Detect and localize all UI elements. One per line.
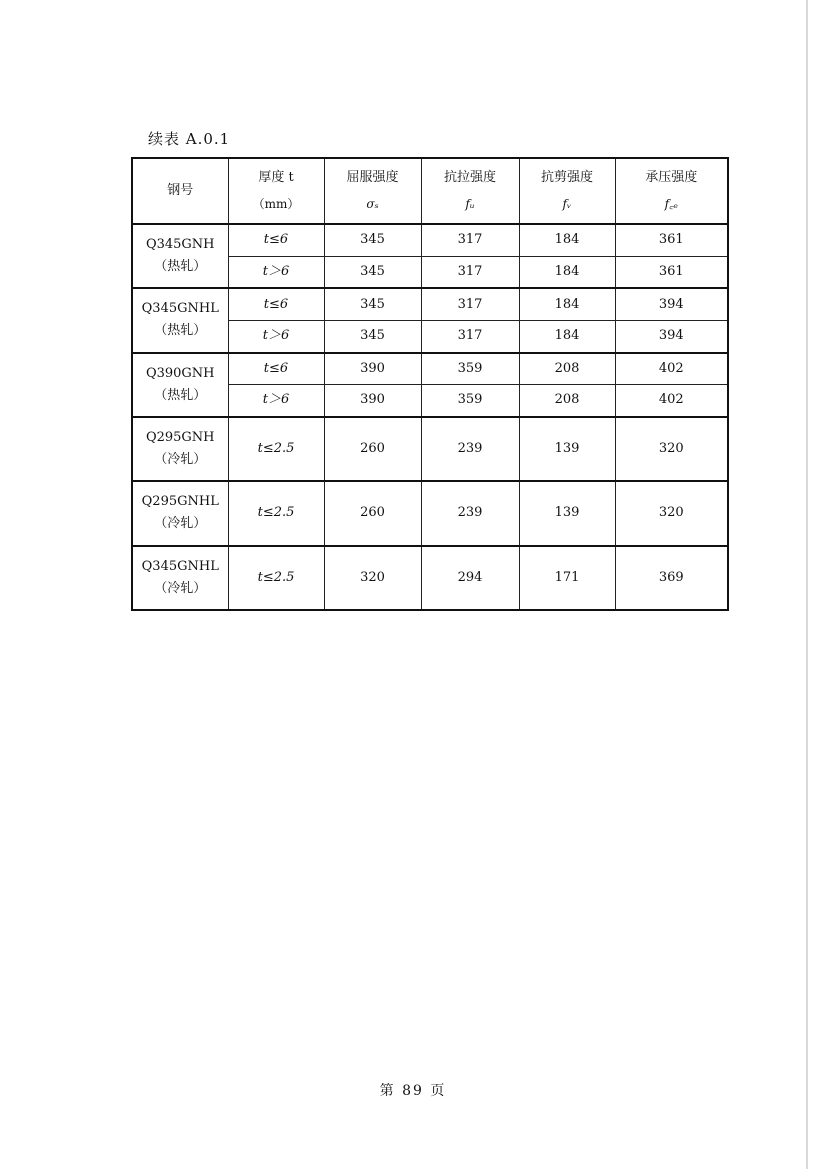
shear-cell: 184 bbox=[519, 288, 615, 320]
grade-process: （冷轧） bbox=[154, 452, 207, 468]
grade-cell bbox=[132, 546, 228, 610]
tensile-cell: 317 bbox=[421, 288, 519, 320]
tensile-cell: 317 bbox=[421, 320, 519, 352]
header-symbol: fᵤ bbox=[465, 196, 475, 211]
yield-cell: 345 bbox=[324, 288, 421, 320]
table-row bbox=[132, 546, 728, 610]
header-label: 承压强度 bbox=[645, 170, 698, 186]
tensile-cell: 359 bbox=[421, 353, 519, 385]
grade-process: （冷轧） bbox=[154, 516, 207, 532]
tensile-cell: 239 bbox=[421, 417, 519, 481]
table-row bbox=[132, 417, 728, 481]
thickness-cell: t≤2.5 bbox=[228, 481, 324, 545]
shear-cell: 139 bbox=[519, 481, 615, 545]
thickness-cell: t≤2.5 bbox=[228, 546, 324, 610]
table-row bbox=[132, 481, 728, 545]
thickness-cell: t≤6 bbox=[228, 353, 324, 385]
header-label: 厚度 t bbox=[258, 170, 294, 186]
table-row bbox=[132, 288, 728, 320]
table-row bbox=[132, 353, 728, 385]
grade-name: Q345GNHL bbox=[141, 301, 219, 317]
yield-cell: 345 bbox=[324, 224, 421, 256]
tensile-cell: 359 bbox=[421, 385, 519, 417]
grade-name: Q295GNH bbox=[145, 429, 215, 445]
grade-cell bbox=[132, 288, 228, 352]
header-unit: （mm） bbox=[252, 196, 300, 211]
bearing-cell: 320 bbox=[615, 481, 728, 545]
thickness-cell: t＞6 bbox=[228, 385, 324, 417]
bearing-cell: 394 bbox=[615, 288, 728, 320]
grade-cell bbox=[132, 224, 228, 288]
grade-name: Q345GNHL bbox=[141, 558, 219, 574]
thickness-cell: t＞6 bbox=[228, 256, 324, 288]
header-bearing bbox=[615, 158, 728, 224]
bearing-cell: 361 bbox=[615, 256, 728, 288]
thickness-cell: t≤6 bbox=[228, 224, 324, 256]
tensile-cell: 239 bbox=[421, 481, 519, 545]
header-tensile bbox=[421, 158, 519, 224]
yield-cell: 345 bbox=[324, 320, 421, 352]
page-number: 第 89 页 bbox=[379, 1083, 447, 1099]
grade-cell bbox=[132, 353, 228, 417]
header-symbol: σₛ bbox=[366, 196, 379, 211]
bearing-cell: 402 bbox=[615, 385, 728, 417]
shear-cell: 208 bbox=[519, 353, 615, 385]
grade-process: （热轧） bbox=[154, 259, 207, 275]
grade-process: （热轧） bbox=[154, 387, 207, 403]
yield-cell: 390 bbox=[324, 385, 421, 417]
shear-cell: 171 bbox=[519, 546, 615, 610]
header-symbol: fᵥ bbox=[562, 196, 572, 211]
thickness-cell: t≤6 bbox=[228, 288, 324, 320]
bearing-cell: 402 bbox=[615, 353, 728, 385]
steel-strength-table bbox=[131, 157, 729, 611]
tensile-cell: 294 bbox=[421, 546, 519, 610]
shear-cell: 184 bbox=[519, 256, 615, 288]
grade-name: Q345GNH bbox=[145, 236, 215, 252]
header-label: 钢号 bbox=[167, 182, 194, 198]
header-label: 抗拉强度 bbox=[443, 170, 496, 186]
yield-cell: 345 bbox=[324, 256, 421, 288]
bearing-cell: 394 bbox=[615, 320, 728, 352]
bearing-cell: 361 bbox=[615, 224, 728, 256]
yield-cell: 260 bbox=[324, 481, 421, 545]
tensile-cell: 317 bbox=[421, 256, 519, 288]
header-label: 屈服强度 bbox=[346, 170, 399, 186]
table-row bbox=[132, 224, 728, 256]
grade-process: （冷轧） bbox=[154, 580, 207, 596]
bearing-cell: 369 bbox=[615, 546, 728, 610]
header-yield bbox=[324, 158, 421, 224]
thickness-cell: t＞6 bbox=[228, 320, 324, 352]
thickness-cell: t≤2.5 bbox=[228, 417, 324, 481]
header-thickness bbox=[228, 158, 324, 224]
shear-cell: 184 bbox=[519, 224, 615, 256]
shear-cell: 208 bbox=[519, 385, 615, 417]
yield-cell: 260 bbox=[324, 417, 421, 481]
table-caption: 续表 A.0.1 bbox=[148, 130, 231, 148]
header-shear bbox=[519, 158, 615, 224]
grade-process: （热轧） bbox=[154, 323, 207, 339]
grade-cell bbox=[132, 481, 228, 545]
header-label: 抗剪强度 bbox=[540, 170, 593, 186]
tensile-cell: 317 bbox=[421, 224, 519, 256]
header-symbol: f꜀ₑ bbox=[664, 196, 678, 211]
bearing-cell: 320 bbox=[615, 417, 728, 481]
grade-cell bbox=[132, 417, 228, 481]
header-grade bbox=[132, 158, 228, 224]
grade-name: Q295GNHL bbox=[141, 494, 219, 510]
table-header-row bbox=[132, 158, 728, 224]
shear-cell: 139 bbox=[519, 417, 615, 481]
grade-name: Q390GNH bbox=[145, 365, 215, 381]
yield-cell: 390 bbox=[324, 353, 421, 385]
shear-cell: 184 bbox=[519, 320, 615, 352]
yield-cell: 320 bbox=[324, 546, 421, 610]
page-edge-line bbox=[806, 0, 808, 1169]
